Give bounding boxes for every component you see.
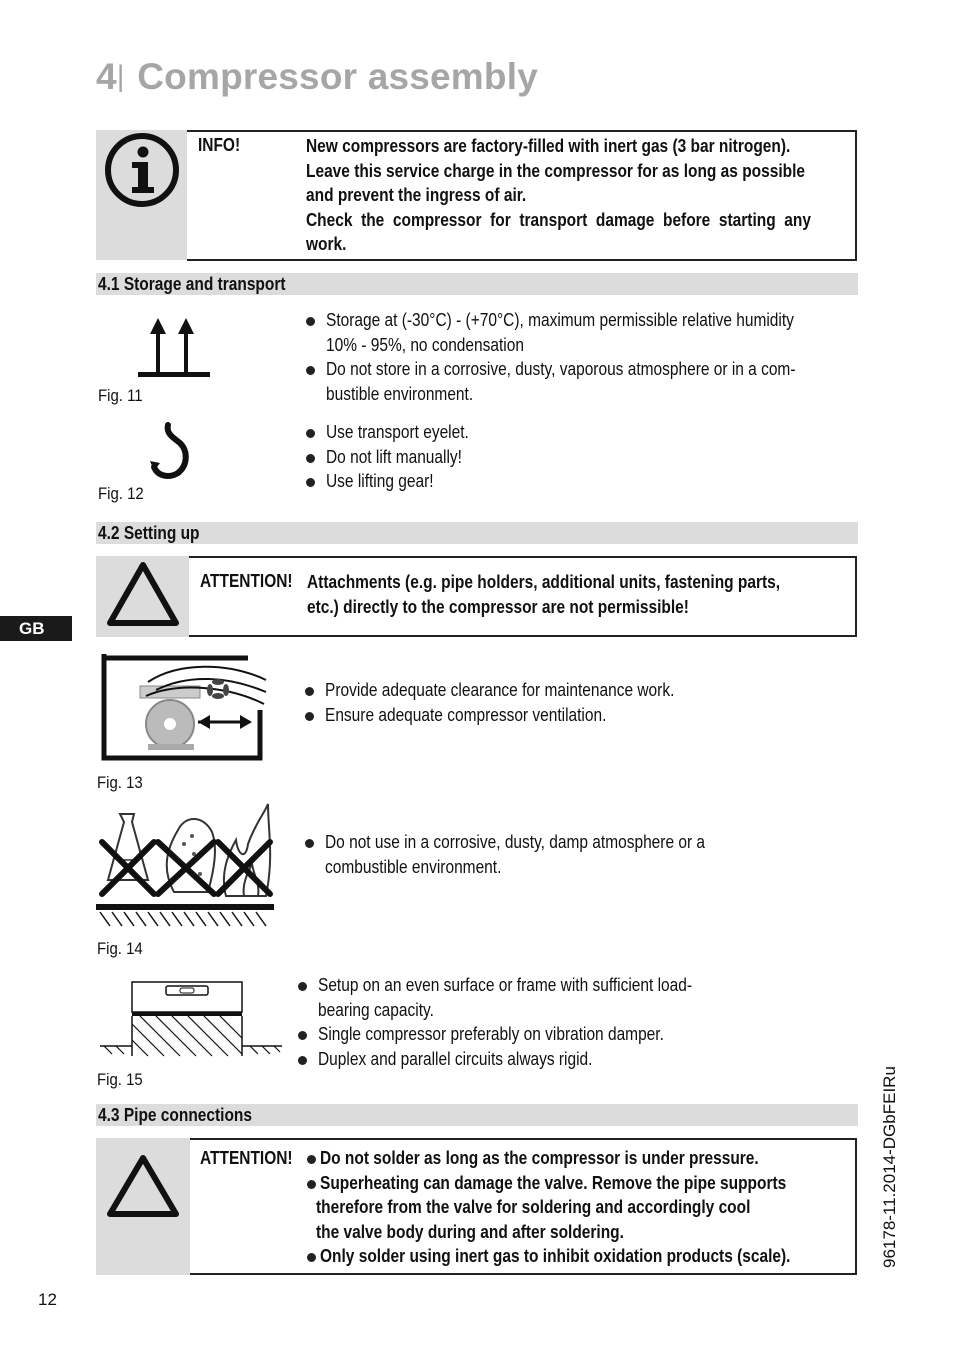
section-heading-text: 4.3 Pipe connections: [98, 1105, 252, 1125]
list-item: [306, 420, 492, 445]
attention-text: [307, 570, 857, 619]
storage-bullet-list: [306, 308, 872, 406]
list-item: [298, 1047, 753, 1072]
this-way-up-arrows-icon: [138, 318, 210, 380]
section-heading-storage-transport: [96, 273, 858, 295]
warning-triangle-icon: [96, 1138, 190, 1275]
attention-line: Attachments (e.g. pipe holders, additional units, fastening parts,: [307, 572, 781, 592]
info-line: and prevent the ingress of air.: [306, 185, 527, 205]
list-item: [298, 973, 753, 1022]
list-item-line: Setup on an even surface or frame with sufficient load-: [318, 975, 693, 995]
lifting-hook-icon: [148, 423, 192, 479]
list-item-line: Do not store in a corrosive, dusty, vaporous atmosphere or in a com-: [326, 359, 796, 379]
info-line: Leave this service charge in the compressor for as long as possible: [306, 160, 805, 181]
fig-11-caption: Fig. 11: [98, 386, 143, 405]
section-heading-text: 4.1 Storage and transport: [98, 274, 286, 294]
info-icon: [96, 130, 187, 260]
list-item: [305, 830, 767, 879]
list-item-line: Do not solder as long as the compressor is under pressure.: [320, 1148, 759, 1168]
list-item-line: Superheating can damage the valve. Remove the pipe supports: [320, 1172, 787, 1193]
list-item-line: Use lifting gear!: [326, 471, 434, 491]
transport-bullet-list: [306, 420, 492, 494]
fig-14-caption: Fig. 14: [97, 939, 143, 958]
list-item: [306, 469, 492, 494]
list-item-line: Do not use in a corrosive, dusty, damp atmosphere or a: [325, 832, 706, 852]
list-item-line: combustible environment.: [325, 856, 502, 877]
list-item-line: Duplex and parallel circuits always rigid.: [318, 1048, 593, 1069]
list-item: [307, 1146, 867, 1171]
list-item-line: Provide adequate clearance for maintenance work.: [325, 680, 675, 700]
list-item-line: therefore from the valve for soldering and accordingly cool: [316, 1197, 751, 1217]
info-line: Check the compressor for transport damage before starting any: [306, 209, 811, 230]
list-item: [306, 445, 492, 470]
attention-line: etc.) directly to the compressor are not permissible!: [307, 596, 689, 617]
attention-label: ATTENTION!: [200, 1148, 293, 1168]
section-heading-text: 4.2 Setting up: [98, 523, 200, 543]
info-text: [306, 134, 893, 257]
chapter-title: Compressor assembly: [137, 56, 538, 97]
forbidden-environment-icon: [96, 800, 274, 928]
info-line: work.: [306, 234, 347, 254]
clearance-bullet-list: [305, 678, 731, 727]
list-item-line: Only solder using inert gas to inhibit oxidation products (scale).: [320, 1246, 791, 1266]
language-tab: GB: [0, 616, 72, 641]
fig-13-caption: Fig. 13: [97, 773, 143, 792]
list-item-line: Use transport eyelet.: [326, 422, 469, 442]
list-item-line: the valve body during and after soldering.: [316, 1221, 624, 1242]
level-surface-icon: [100, 980, 282, 1058]
warning-triangle-icon: [96, 556, 189, 637]
list-item: [307, 1171, 867, 1245]
pipe-attention-list: [307, 1146, 867, 1269]
document-code: 96178-11.2014-DGbFEIRu: [880, 1066, 899, 1268]
list-item-line: bearing capacity.: [318, 999, 434, 1020]
info-label: INFO!: [198, 135, 241, 155]
chapter-number: 4: [96, 56, 117, 97]
list-item: [305, 678, 731, 703]
clearance-ventilation-icon: [98, 652, 274, 762]
list-item-line: Ensure adequate compressor ventilation.: [325, 704, 607, 725]
attention-icon-cell: [96, 1138, 190, 1275]
attention-label: ATTENTION!: [200, 571, 293, 591]
list-item-line: Do not lift manually!: [326, 446, 462, 467]
section-heading-pipe-connections: [96, 1104, 858, 1126]
fig-15-caption: Fig. 15: [97, 1070, 143, 1089]
list-item-line: 10% - 95%, no condensation: [326, 334, 524, 355]
title-separator: |: [116, 60, 125, 93]
list-item: [307, 1244, 867, 1269]
list-item-line: bustible environment.: [326, 383, 474, 404]
list-item-line: Storage at (-30°C) - (+70°C), maximum permissible relative humidity: [326, 310, 794, 330]
surface-bullet-list: [298, 973, 753, 1071]
list-item: [305, 703, 731, 728]
attention-icon-cell: [96, 556, 189, 637]
page-title: [96, 56, 538, 98]
environment-bullet-list: [305, 830, 767, 879]
info-line: New compressors are factory-filled with inert gas (3 bar nitrogen).: [306, 136, 791, 156]
list-item-line: Single compressor preferably on vibration damper.: [318, 1024, 664, 1044]
list-item: [298, 1022, 753, 1047]
page-number: 12: [38, 1290, 57, 1309]
list-item: [306, 308, 872, 357]
info-icon-cell: [96, 130, 187, 260]
section-heading-setting-up: [96, 522, 858, 544]
fig-12-caption: Fig. 12: [98, 484, 144, 503]
list-item: [306, 357, 872, 406]
